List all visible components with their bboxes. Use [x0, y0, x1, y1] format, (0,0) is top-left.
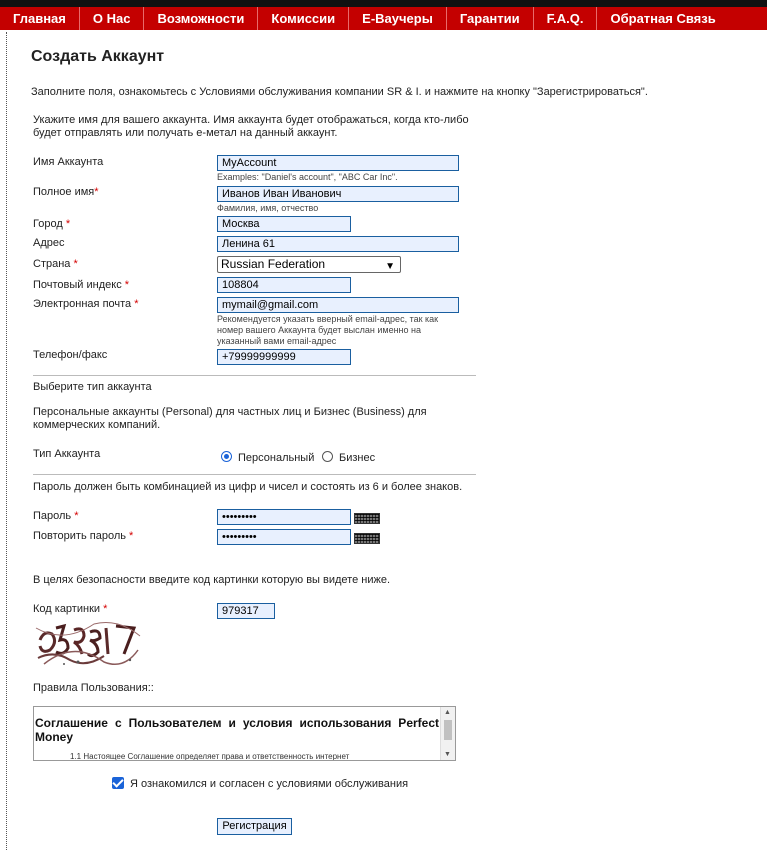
- terms-scrollbar[interactable]: [440, 707, 455, 760]
- terms-title-line-1: Соглашение с Пользователем и условия использования Perfect: [35, 716, 439, 730]
- nav-item-fees[interactable]: Комиссии: [258, 7, 349, 30]
- agree-checkbox[interactable]: [112, 777, 124, 789]
- account-name-note: Укажите имя для вашего аккаунта. Имя аккаунта будет отображаться, когда кто-либо будет отправлять или получать е-метал на данный аккаунт.: [33, 114, 469, 139]
- city-label: Город *: [33, 218, 71, 230]
- address-input[interactable]: Ленина 61: [217, 236, 459, 252]
- country-select-value: Russian Federation: [221, 257, 326, 271]
- email-hint-line-3: указанный вами email-адрес: [217, 336, 337, 346]
- radio-personal[interactable]: [221, 451, 232, 462]
- account-name-label: Имя Аккаунта: [33, 156, 104, 168]
- account-name-input[interactable]: MyAccount: [217, 155, 459, 171]
- email-hint-line-2: номер вашего Аккаунта будет выслан именно на: [217, 325, 422, 335]
- nav-item-guarantees[interactable]: Гарантии: [447, 7, 534, 30]
- main-nav: [0, 7, 767, 30]
- register-button[interactable]: Регистрация: [217, 818, 292, 835]
- intro-text: Заполните поля, ознакомьтесь с Условиями обслуживания компании SR & I. и нажмите на кнопку "Зарегистрироваться".: [31, 86, 648, 98]
- nav-item-home[interactable]: Главная: [0, 7, 80, 30]
- zip-label: Почтовый индекс *: [33, 279, 130, 291]
- full-name-hint: Фамилия, имя, отчество: [217, 203, 319, 213]
- scroll-up-icon[interactable]: ▲: [444, 709, 451, 716]
- nav-item-feedback[interactable]: Обратная Связь: [610, 11, 716, 26]
- address-label: Адрес: [33, 237, 65, 249]
- confirm-password-input[interactable]: •••••••••: [217, 529, 351, 545]
- full-name-label: Полное имя*: [33, 186, 99, 198]
- phone-input[interactable]: +79999999999: [217, 349, 351, 365]
- nav-item-features[interactable]: Возможности: [144, 7, 258, 30]
- captcha-label: Код картинки *: [33, 603, 108, 615]
- account-type-heading: Выберите тип аккаунта: [33, 381, 152, 393]
- terms-body: 1.1 Настоящее Соглашение определяет права и ответственность интернет: [70, 752, 350, 761]
- top-strip: [0, 0, 767, 7]
- password-input[interactable]: •••••••••: [217, 509, 351, 525]
- required-mark: *: [65, 218, 71, 230]
- email-input[interactable]: mymail@gmail.com: [217, 297, 459, 313]
- radio-business[interactable]: [322, 451, 333, 462]
- full-name-input[interactable]: Иванов Иван Иванович: [217, 186, 459, 202]
- radio-personal-label[interactable]: Персональный: [238, 452, 315, 464]
- account-type-label: Тип Аккаунта: [33, 448, 101, 460]
- terms-textarea[interactable]: [33, 706, 456, 761]
- country-label: Страна *: [33, 258, 78, 270]
- terms-label: Правила Пользования::: [33, 682, 154, 694]
- virtual-keyboard-icon[interactable]: [354, 513, 380, 524]
- captcha-input[interactable]: 979317: [217, 603, 275, 619]
- radio-business-label[interactable]: Бизнес: [339, 452, 376, 464]
- email-label: Электронная почта *: [33, 298, 139, 310]
- nav-item-faq[interactable]: F.A.Q.: [534, 7, 598, 30]
- nav-item-about[interactable]: О Нас: [80, 7, 145, 30]
- phone-label: Телефон/факс: [33, 349, 108, 361]
- required-mark: *: [73, 258, 78, 270]
- left-dotted-border: [6, 32, 7, 850]
- zip-input[interactable]: 108804: [217, 277, 351, 293]
- required-mark: *: [103, 603, 108, 615]
- divider: [33, 375, 476, 376]
- confirm-password-label: Повторить пароль *: [33, 530, 134, 542]
- email-hint-line-1: Рекомендуется указать вверный email-адрес, так как: [217, 314, 439, 324]
- required-mark: *: [134, 298, 139, 310]
- virtual-keyboard-icon[interactable]: [354, 533, 380, 544]
- password-note: Пароль должен быть комбинацией из цифр и чисел и состоять из 6 и более знаков.: [33, 481, 463, 493]
- account-type-description: Персональные аккаунты (Personal) для частных лиц и Бизнес (Business) для коммерческих компаний.: [33, 406, 427, 431]
- scroll-down-icon[interactable]: ▼: [444, 751, 451, 758]
- divider: [33, 474, 476, 475]
- agree-label[interactable]: Я ознакомился и согласен с условиями обслуживания: [130, 778, 409, 790]
- terms-title-line-2: Money: [35, 730, 74, 744]
- page-title: Создать Аккаунт: [31, 48, 165, 65]
- required-mark: *: [74, 510, 79, 522]
- required-mark: *: [94, 186, 99, 198]
- country-select[interactable]: [217, 256, 401, 273]
- scrollbar-thumb[interactable]: [444, 720, 452, 740]
- city-input[interactable]: Москва: [217, 216, 351, 232]
- captcha-note: В целях безопасности введите код картинки которую вы видете ниже.: [33, 574, 390, 586]
- account-name-hint: Examples: "Daniel's account", "ABC Car Inc".: [217, 172, 398, 182]
- password-label: Пароль *: [33, 510, 79, 522]
- required-mark: *: [129, 530, 134, 542]
- captcha-image: [34, 620, 142, 670]
- required-mark: *: [124, 279, 130, 291]
- nav-item-evouchers[interactable]: E-Ваучеры: [349, 7, 447, 30]
- chevron-down-icon: ▼: [385, 261, 395, 272]
